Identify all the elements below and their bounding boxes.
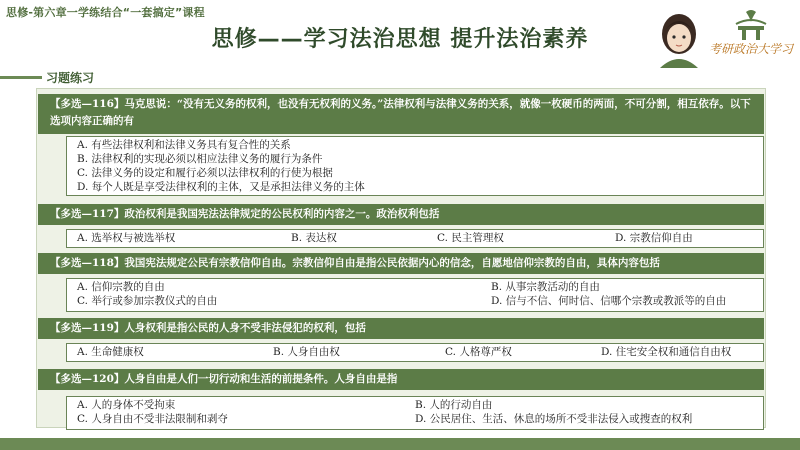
question-stem-text: 【多选—120】人身自由是人们一切行动和生活的前提条件。人身自由是指 xyxy=(50,373,398,385)
option-b[interactable]: B. 从事宗教活动的自由 xyxy=(491,281,600,293)
option-c[interactable]: C. 民主管理权 xyxy=(437,232,504,244)
section-accent-bar xyxy=(0,76,42,79)
option-b[interactable]: B. 法律权利的实现必须以相应法律义务的履行为条件 xyxy=(77,153,323,165)
option-d[interactable]: D. 住宅安全权和通信自由权 xyxy=(601,346,732,358)
question-stem xyxy=(38,204,764,225)
question-stem-text: 【多选—119】人身权利是指公民的人身不受非法侵犯的权利，包括 xyxy=(50,322,366,334)
question-stem xyxy=(38,94,764,134)
question-stem-text: 【多选—118】我国宪法规定公民有宗教信仰自由。宗教信仰自由是指公民依据内心的信念，自愿地信仰宗教的自由，具体内容包括 xyxy=(50,257,660,269)
option-a[interactable]: A. 选举权与被选举权 xyxy=(77,232,176,244)
option-c[interactable]: C. 人身自由不受非法限制和剥夺 xyxy=(77,413,228,425)
brand-text: 考研政治大学习 xyxy=(708,42,793,56)
section-header xyxy=(0,68,800,88)
option-b[interactable]: B. 表达权 xyxy=(291,232,337,244)
option-c[interactable]: C. 人格尊严权 xyxy=(445,346,512,358)
question-stem xyxy=(38,253,764,274)
question-stem xyxy=(38,369,764,390)
option-box xyxy=(66,396,764,430)
option-a[interactable]: A. 人的身体不受拘束 xyxy=(77,399,176,411)
avatar xyxy=(652,6,706,68)
brand-logo xyxy=(706,8,796,64)
option-d[interactable]: D. 每个人既是享受法律权利的主体，又是承担法律义务的主体 xyxy=(77,181,365,193)
option-c[interactable]: C. 举行或参加宗教仪式的自由 xyxy=(77,295,218,307)
option-box xyxy=(66,136,764,196)
question-stem-text: 【多选—116】马克思说：“没有无义务的权利，也没有无权利的义务。”法律权利与法律义务的关系，就像一枚硬币的两面，不可分割，相互依存。以下选项内容正确的有 xyxy=(50,98,751,127)
option-c[interactable]: C. 法律义务的设定和履行必须以法律权利的行使为根据 xyxy=(77,167,333,179)
option-box xyxy=(66,343,764,362)
option-b[interactable]: B. 人的行动自由 xyxy=(415,399,493,411)
option-a[interactable]: A. 信仰宗教的自由 xyxy=(77,281,165,293)
option-b[interactable]: B. 人身自由权 xyxy=(273,346,340,358)
brand-emblem-icon xyxy=(706,8,796,42)
question-stem xyxy=(38,318,764,339)
page-title: 思修——学习法治思想 提升法治素养 xyxy=(211,27,589,52)
course-label: 思修-第六章一学练结合“一套搞定”课程 xyxy=(6,6,205,19)
option-a[interactable]: A. 有些法律权利和法律义务具有复合性的关系 xyxy=(77,139,291,151)
option-box xyxy=(66,278,764,312)
question-stem-text: 【多选—117】政治权利是我国宪法法律规定的公民权利的内容之一。政治权利包括 xyxy=(50,208,440,220)
option-d[interactable]: D. 宗教信仰自由 xyxy=(615,232,693,244)
option-box xyxy=(66,229,764,248)
footer-bar xyxy=(0,438,800,450)
option-d[interactable]: D. 信与不信、何时信、信哪个宗教或教派等的自由 xyxy=(491,295,727,307)
section-label: 习题练习 xyxy=(46,71,95,85)
option-d[interactable]: D. 公民居住、生活、休息的场所不受非法侵入或搜查的权利 xyxy=(415,413,693,425)
option-a[interactable]: A. 生命健康权 xyxy=(77,346,144,358)
